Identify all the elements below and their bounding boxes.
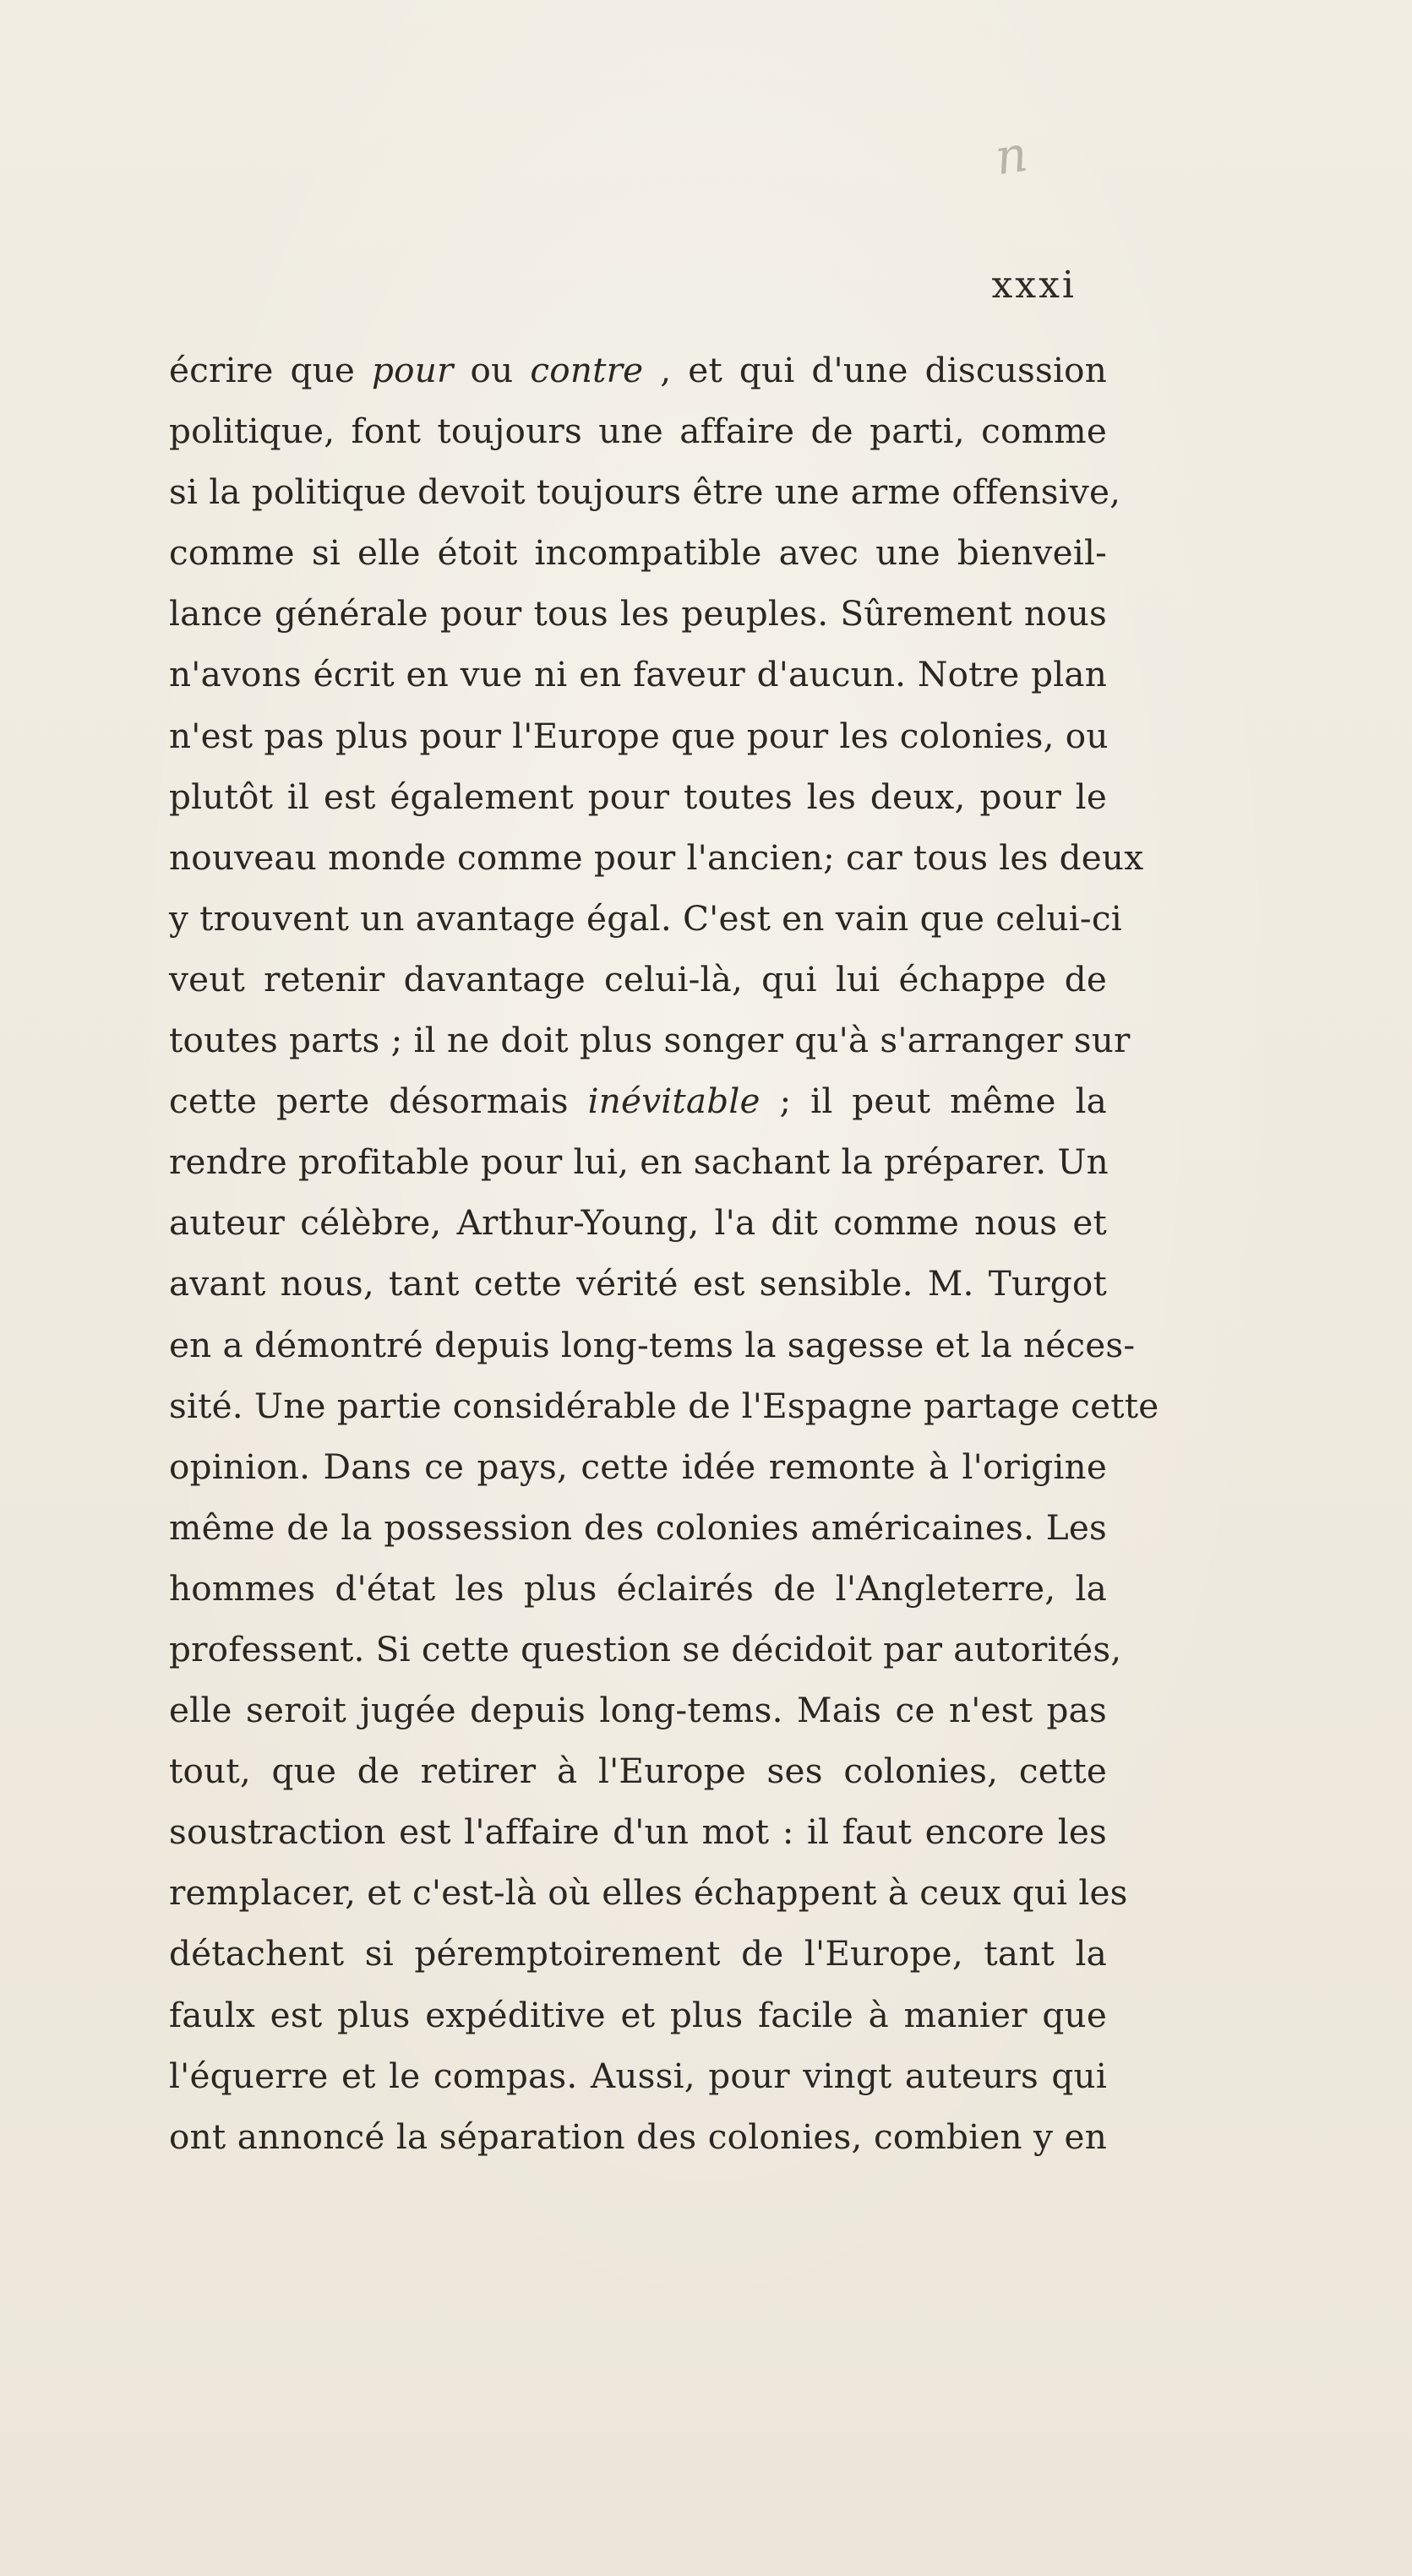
text-segment: sité. Une partie considérable de l'Espagne partage cette — [169, 1385, 1159, 1426]
text-segment: si la politique devoit toujours être une arme offensive, — [169, 471, 1121, 513]
text-line — [169, 1740, 1107, 1801]
text-segment: détachent si péremptoirement de l'Europe, tant la — [169, 1933, 1107, 1974]
text-line — [169, 1253, 1107, 1314]
text-line — [169, 1985, 1107, 2045]
text-line — [169, 827, 1144, 888]
text-segment: professent. Si cette question se décidoit par autorités, — [169, 1628, 1122, 1669]
text-segment: ou — [453, 350, 531, 390]
text-line — [169, 1801, 1107, 1862]
text-segment: cette perte désormais — [169, 1081, 588, 1122]
text-line — [169, 644, 1107, 705]
text-line — [169, 2045, 1107, 2106]
pencil-mark: n — [991, 124, 1031, 187]
text-line — [169, 1862, 1128, 1923]
text-segment: toutes parts ; il ne doit plus songer qu'à s'arranger sur — [169, 1020, 1131, 1061]
text-line — [169, 888, 1122, 949]
text-segment: lance générale pour tous les peuples. Sûrement nous — [169, 593, 1107, 634]
text-segment: politique, font toujours une affaire de parti, comme — [169, 411, 1107, 452]
text-line — [169, 949, 1107, 1010]
text-line — [169, 1436, 1107, 1497]
text-segment: n'est pas plus pour l'Europe que pour les colonies, ou — [169, 715, 1109, 756]
text-line — [169, 340, 1107, 400]
text-segment: faulx est plus expéditive et plus facile à manier que — [169, 1994, 1107, 2035]
text-segment: opinion. Dans ce pays, cette idée remonte à l'origine — [169, 1446, 1107, 1487]
text-line — [169, 1010, 1131, 1070]
text-line — [169, 2106, 1107, 2167]
text-line — [169, 1375, 1159, 1436]
text-segment: n'avons écrit en vue ni en faveur d'aucun. Notre plan — [169, 654, 1107, 695]
italic-word: pour — [372, 350, 454, 390]
text-segment: en a démontré depuis long-tems la sagesse et la néces- — [169, 1324, 1136, 1365]
text-segment: comme si elle étoit incompatible avec une bienveil- — [169, 532, 1107, 574]
text-line — [169, 522, 1107, 583]
text-segment: rendre profitable pour lui, en sachant la préparer. Un — [169, 1141, 1109, 1183]
text-line — [169, 583, 1107, 644]
text-line — [169, 461, 1121, 522]
text-line — [169, 400, 1107, 461]
text-line — [169, 1497, 1107, 1558]
text-line — [169, 1192, 1107, 1253]
text-segment: veut retenir davantage celui-là, qui lui échappe de — [169, 958, 1107, 999]
text-segment: auteur célèbre, Arthur-Young, l'a dit comme nous et — [169, 1202, 1107, 1244]
text-line — [169, 1619, 1122, 1680]
page-number: xxxi — [991, 264, 1077, 307]
text-line — [169, 705, 1107, 766]
text-segment: remplacer, et c'est-là où elles échappent à ceux qui les — [169, 1872, 1128, 1914]
text-segment: , et qui d'une discussion — [643, 350, 1108, 390]
body-text — [169, 340, 1159, 2167]
italic-word: contre — [530, 350, 644, 390]
text-line — [169, 1558, 1107, 1619]
text-segment: tout, que de retirer à l'Europe ses colonies, cette — [169, 1751, 1107, 1792]
italic-word: inévitable — [587, 1081, 761, 1122]
text-segment: écrire que — [169, 350, 372, 390]
text-segment: ont annoncé la séparation des colonies, combien y en — [169, 2116, 1107, 2157]
text-segment: ; il peut même la — [760, 1081, 1107, 1122]
text-segment: même de la possession des colonies américaines. Les — [169, 1506, 1107, 1548]
text-line — [169, 1680, 1107, 1740]
text-line — [169, 1131, 1107, 1192]
text-segment: hommes d'état les plus éclairés de l'Angleterre, la — [169, 1567, 1107, 1609]
text-segment: soustraction est l'affaire d'un mot : il faut encore les — [169, 1811, 1107, 1853]
text-line — [169, 1923, 1107, 1984]
text-segment: avant nous, tant cette vérité est sensible. M. Turgot — [169, 1263, 1107, 1304]
text-line — [169, 1315, 1136, 1375]
text-segment: nouveau monde comme pour l'ancien; car tous les deux — [169, 836, 1144, 878]
text-line — [169, 1070, 1107, 1131]
text-line — [169, 766, 1107, 827]
text-segment: plutôt il est également pour toutes les deux, pour le — [169, 776, 1107, 817]
text-segment: y trouvent un avantage égal. C'est en vain que celui-ci — [169, 897, 1122, 939]
text-segment: l'équerre et le compas. Aussi, pour vingt auteurs qui — [169, 2055, 1107, 2096]
text-segment: elle seroit jugée depuis long-tems. Mais ce n'est pas — [169, 1690, 1107, 1731]
